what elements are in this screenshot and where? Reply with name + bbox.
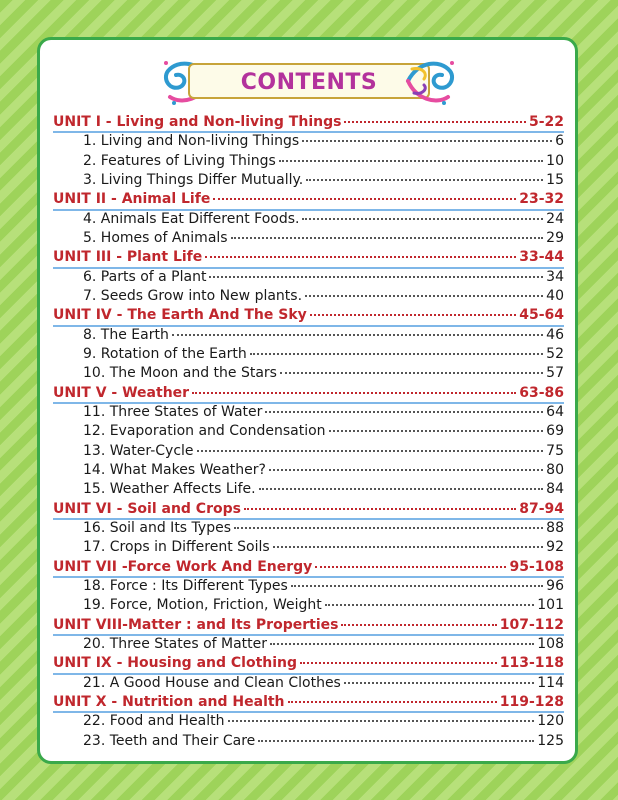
unit-row[interactable] [53,385,564,404]
page-number: 87-94 [519,500,564,517]
page-number: 119-128 [499,693,564,710]
chapter-row[interactable] [53,211,564,230]
chapter-row[interactable] [53,133,564,152]
chapter-row[interactable] [53,520,564,539]
dot-leader [280,372,543,374]
chapter-row[interactable] [53,423,564,442]
dot-leader [344,682,534,684]
page-number: 33-44 [519,249,564,266]
chapter-title: 7. Seeds Grow into New plants. [83,287,303,304]
chapter-row[interactable] [53,597,564,616]
page-number: 69 [546,423,564,440]
dot-leader [288,701,497,703]
unit-row[interactable] [53,114,564,133]
chapter-row[interactable] [53,346,564,365]
chapter-title: 14. What Makes Weather? [83,461,266,478]
dot-leader [302,140,552,142]
page-number: 46 [546,326,564,343]
dot-leader [300,662,497,664]
page-number: 24 [546,210,564,227]
dot-leader [305,295,543,297]
page-number: 101 [537,597,564,614]
chapter-row[interactable] [53,269,564,288]
unit-row[interactable] [53,655,564,674]
page-number: 57 [546,365,564,382]
dot-leader [259,488,544,490]
decorative-swirl-icon [402,55,458,107]
unit-title: UNIT IV - The Earth And The Sky [53,307,307,324]
chapter-title: 21. A Good House and Clean Clothes [83,674,341,691]
unit-row[interactable] [53,191,564,210]
dot-leader [302,218,543,220]
page-number: 52 [546,345,564,362]
unit-title: UNIT VIII-Matter : and Its Properties [53,616,339,633]
chapter-row[interactable] [53,539,564,558]
unit-title: UNIT V - Weather [53,384,190,401]
unit-title: UNIT I - Living and Non-living Things [53,114,342,130]
dot-leader [291,585,543,587]
page-number: 23-32 [519,191,564,208]
chapter-title: 9. Rotation of the Earth [83,345,247,362]
chapter-title: 2. Features of Living Things [83,152,276,169]
title-box [188,63,430,99]
chapter-title: 15. Weather Affects Life. [83,481,256,498]
dot-leader [244,508,516,510]
page-number: 5-22 [528,114,564,130]
chapter-row[interactable] [53,578,564,597]
dot-leader [279,160,543,162]
unit-title: UNIT III - Plant Life [53,249,203,266]
table-of-contents [53,114,564,752]
chapter-row[interactable] [53,153,564,172]
chapter-row[interactable] [53,288,564,307]
dot-leader [315,566,506,568]
chapter-title: 1. Living and Non-living Things [83,133,300,150]
dot-leader [258,740,534,742]
chapter-row[interactable] [53,365,564,384]
chapter-row[interactable] [53,230,564,249]
unit-title: UNIT X - Nutrition and Health [53,693,285,710]
unit-title: UNIT VI - Soil and Crops [53,500,241,517]
dot-leader [341,624,496,626]
page-number: 120 [537,713,564,730]
chapter-title: 13. Water-Cycle [83,442,194,459]
page-number: 92 [546,539,564,556]
page-number: 63-86 [519,384,564,401]
chapter-title: 18. Force : Its Different Types [83,577,288,594]
page-title: CONTENTS [240,70,378,95]
dot-leader [325,604,535,606]
page-number: 40 [546,287,564,304]
dot-leader [344,121,526,123]
page-number: 75 [546,442,564,459]
chapter-title: 3. Living Things Differ Mutually. [83,171,304,188]
chapter-title: 6. Parts of a Plant [83,268,207,285]
page-number: 96 [546,577,564,594]
chapter-title: 8. The Earth [83,326,169,343]
page-number: 80 [546,461,564,478]
unit-title: UNIT VII -Force Work And Energy [53,558,313,575]
dot-leader [209,276,543,278]
chapter-row[interactable] [53,675,564,694]
dot-leader [329,430,544,432]
chapter-row[interactable] [53,481,564,500]
unit-row[interactable] [53,501,564,520]
page-number: 108 [537,635,564,652]
dot-leader [250,353,543,355]
dot-leader [273,546,543,548]
dot-leader [270,643,534,645]
unit-row[interactable] [53,249,564,268]
chapter-title: 12. Evaporation and Condensation [83,423,326,440]
page-number: 114 [537,674,564,691]
chapter-title: 22. Food and Health [83,713,225,730]
unit-row[interactable] [53,694,564,713]
title-banner [160,55,458,107]
dot-leader [231,237,544,239]
page-number: 95-108 [509,558,564,575]
page-number: 125 [537,732,564,749]
chapter-title: 11. Three States of Water [83,403,263,420]
chapter-title: 10. The Moon and the Stars [83,365,277,382]
unit-row[interactable] [53,559,564,578]
chapter-title: 4. Animals Eat Different Foods. [83,210,300,227]
dot-leader [213,198,516,200]
chapter-title: 17. Crops in Different Soils [83,539,270,556]
page-number: 29 [546,229,564,246]
chapter-row[interactable] [53,462,564,481]
chapter-row[interactable] [53,636,564,655]
chapter-row[interactable] [53,404,564,423]
unit-row[interactable] [53,617,564,636]
page-number: 6 [555,133,564,150]
dot-leader [306,179,543,181]
chapter-title: 5. Homes of Animals [83,229,228,246]
page-number: 10 [546,152,564,169]
chapter-title: 23. Teeth and Their Care [83,732,256,749]
chapter-row[interactable] [53,713,564,732]
dot-leader [205,256,516,258]
page-number: 113-118 [499,655,564,672]
chapter-title: 19. Force, Motion, Friction, Weight [83,597,322,614]
unit-title: UNIT IX - Housing and Clothing [53,655,298,672]
page-number: 45-64 [519,307,564,324]
dot-leader [269,469,543,471]
dot-leader [197,450,544,452]
dot-leader [192,392,516,394]
dot-leader [228,720,535,722]
dot-leader [310,314,516,316]
page-number: 88 [546,519,564,536]
chapter-row[interactable] [53,733,564,752]
unit-row[interactable] [53,307,564,326]
chapter-row[interactable] [53,172,564,191]
chapter-title: 16. Soil and Its Types [83,519,231,536]
dot-leader [265,411,543,413]
chapter-title: 20. Three States of Matter [83,635,268,652]
chapter-row[interactable] [53,327,564,346]
page-number: 34 [546,268,564,285]
page-number: 84 [546,481,564,498]
dot-leader [234,527,543,529]
dot-leader [172,334,543,336]
unit-title: UNIT II - Animal Life [53,191,211,208]
page-number: 107-112 [499,616,564,633]
chapter-row[interactable] [53,443,564,462]
page-number: 15 [546,171,564,188]
page-number: 64 [546,403,564,420]
